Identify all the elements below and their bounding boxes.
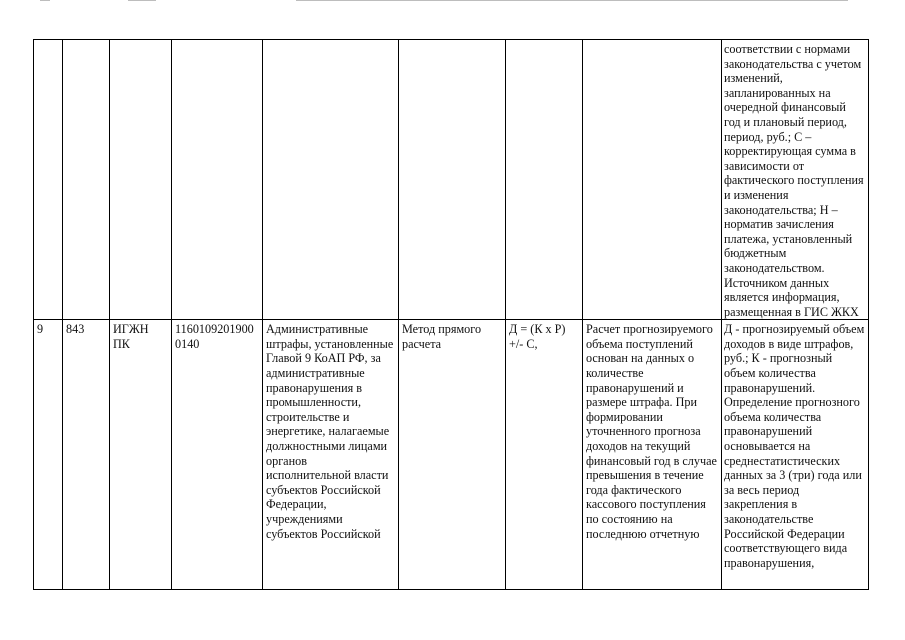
cell-code: 843 [63,320,110,590]
cell-num: 9 [34,320,63,590]
table-row [34,320,869,590]
scan-top-line-mid [128,0,156,1]
cell-description: соответствии с нормами законодательства с учетом изменений, запланированных на очередной финансовый год и плановый период, период, руб.; С – корректирующая сумма в зависимости от фактического поступления и изменения законодательства; Н – норматив зачисления платежа, установленный бюджетным законодательством. Источником данных является информация, размещенная в ГИС ЖКХ [722,40,869,320]
cell-name: Административные штрафы, установленные Главой 9 КоАП РФ, за административные правонарушения в промышленности, строительстве и энергетике, налагаемые должностными лицами органов исполнительной власти субъектов Российской Федерации, учреждениями субъектов Российской [263,320,399,590]
cell-kbk: 11601092019000140 [172,320,263,590]
cell-formula [506,40,583,320]
cell-algorithm: Расчет прогнозируемого объема поступлений основан на данных о количестве правонарушений и размере штрафа. При формировании уточненного прогноза доходов на текущий финансовый год в случае превышения в течение года фактического кассового поступления по состоянию на последнюю отчетную [583,320,722,590]
cell-algorithm [583,40,722,320]
revenue-forecast-table [33,39,869,590]
cell-admin [110,40,172,320]
scan-top-line-left [40,0,50,1]
cell-formula: Д = (К х Р) +/- С, [506,320,583,590]
scan-top-line-right [296,0,848,1]
cell-method: Метод прямого расчета [399,320,506,590]
cell-description: Д - прогнозируемый объем доходов в виде штрафов, руб.; К - прогнозный объем количества правонарушений. Определение прогнозного объема количества правонарушений основывается на среднестатистических данных за 3 (три) года или за весь период закрепления в законодательстве Российской Федерации соответствующего вида правонарушения, [722,320,869,590]
cell-admin: ИГЖН ПК [110,320,172,590]
cell-code [63,40,110,320]
table-row [34,40,869,320]
cell-kbk [172,40,263,320]
cell-name [263,40,399,320]
cell-num [34,40,63,320]
cell-method [399,40,506,320]
